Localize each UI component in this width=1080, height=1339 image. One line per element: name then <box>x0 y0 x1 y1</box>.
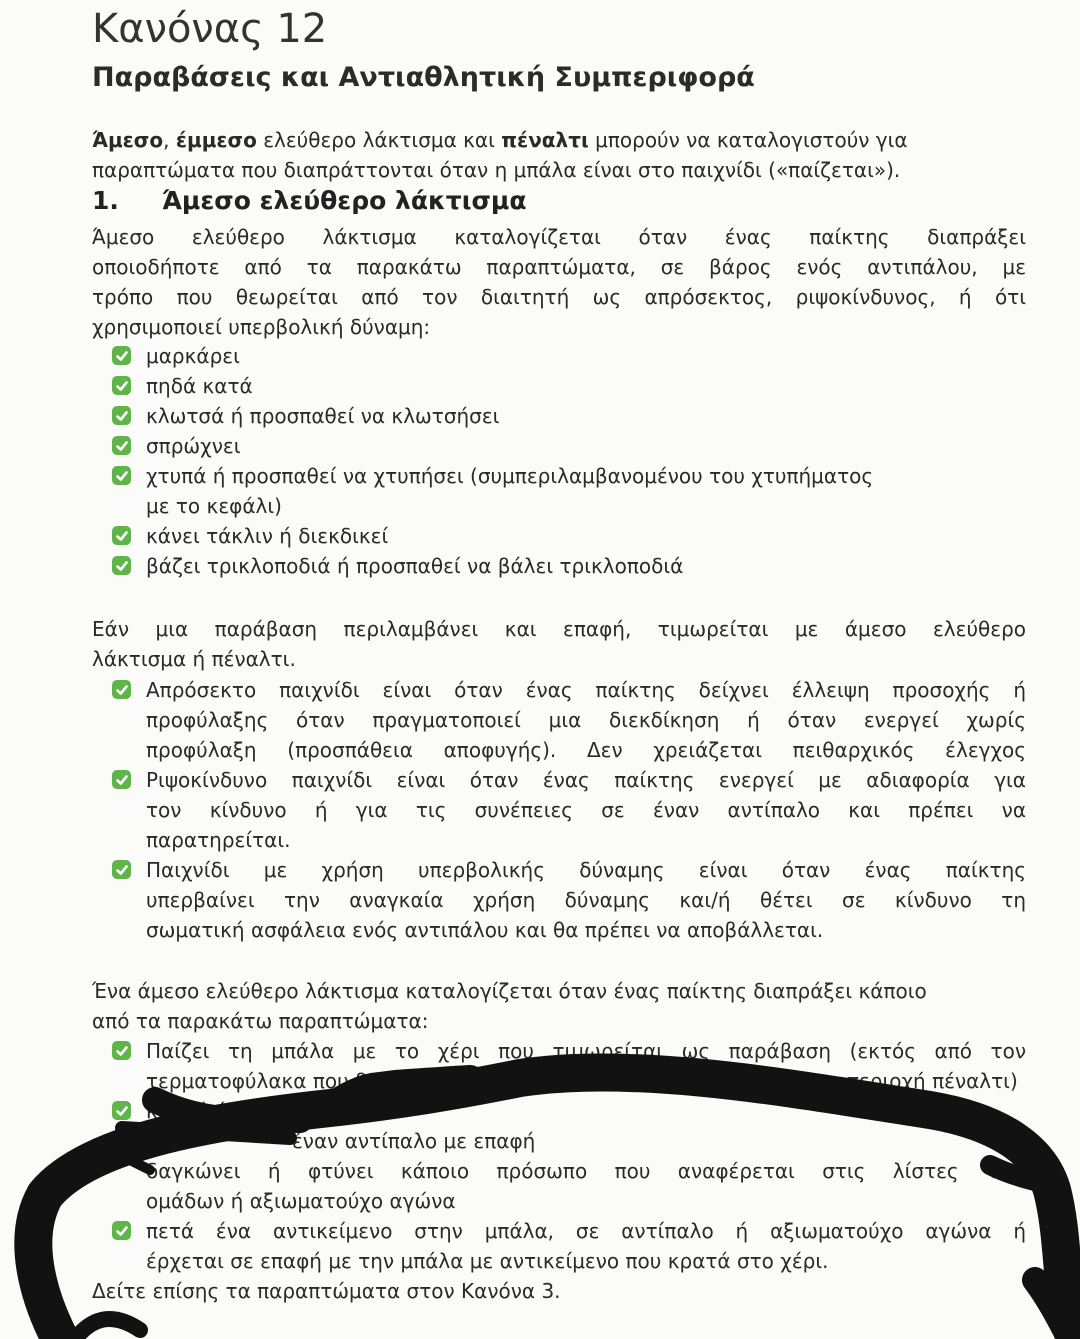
rule-subtitle: Παραβάσεις και Αντιαθλητική Συμπεριφορά <box>92 62 755 93</box>
intro-line-1 <box>92 125 908 155</box>
checkbox-icon <box>112 1041 131 1060</box>
checkbox-icon <box>112 1101 131 1120</box>
also-item: πετά ένα αντικείμενο στην μπάλα, σε αντίπαλο ή αξιωματούχο αγώνα ή <box>146 1219 1026 1243</box>
definition-line: σωματική ασφάλεια ενός αντιπάλου και θα πρέπει να αποβάλλεται. <box>146 918 824 942</box>
checkbox-icon <box>112 680 131 699</box>
intro-bold-penalty: πέναλτι <box>501 128 589 152</box>
intro-bold-direct: Άμεσο <box>92 128 164 152</box>
also-item-continuation: έρχεται σε επαφή με την μπάλα με αντικείμενο που κρατά στο χέρι. <box>146 1249 829 1273</box>
definition-line: Παιχνίδι με χρήση υπερβολικής δύναμης είναι όταν ένας παίκτης <box>146 858 1026 882</box>
section-title: Άμεσο ελεύθερο λάκτισμα <box>162 186 527 215</box>
checkbox-icon <box>112 406 131 425</box>
checkbox-icon <box>112 346 131 365</box>
offence-item: σπρώχνει <box>146 434 241 458</box>
offence-item: κλωτσά ή προσπαθεί να κλωτσήσει <box>146 404 500 428</box>
offence-item: χτυπά ή προσπαθεί να χτυπήσει (συμπεριλαμβανομένου του χτυπήματος <box>146 464 874 488</box>
definition-line: προφύλαξη (προσπάθεια αποφυγής). Δεν χρειάζεται πειθαρχικός έλεγχος <box>146 738 1026 762</box>
paragraph-line: οποιοδήποτε από τα παρακάτω παραπτώματα, σε βάρος ενός αντιπάλου, με <box>92 255 1026 279</box>
intro-line-2: παραπτώματα που διαπράττονται όταν η μπάλα είναι στο παιχνίδι («παίζεται»). <box>92 158 901 182</box>
offence-item: κάνει τάκλιν ή διεκδικεί <box>146 524 389 548</box>
checkbox-icon <box>112 1131 131 1150</box>
checkbox-icon <box>112 526 131 545</box>
definition-line: Απρόσεκτο παιχνίδι είναι όταν ένας παίκτης δείχνει έλλειψη προσοχής ή <box>146 678 1026 702</box>
also-item: έναν αντίπαλο με επαφή <box>292 1129 536 1153</box>
intro-separator: , <box>163 128 176 152</box>
also-item: κρατά έ <box>146 1099 227 1123</box>
checkbox-icon <box>112 436 131 455</box>
offence-item: μαρκάρει <box>146 344 240 368</box>
rule-title: Κανόνας 12 <box>92 6 328 52</box>
definition-line: Ριψοκίνδυνο παιχνίδι είναι όταν ένας παίκτης ενεργεί με αδιαφορία για <box>146 768 1026 792</box>
also-item-continuation: στην δική του περιοχή πέναλτι) <box>700 1069 1018 1093</box>
paragraph-line: τρόπο που θεωρείται από τον διαιτητή ως απρόσεκτος, ριψοκίνδυνος, ή ότι <box>92 285 1026 309</box>
also-item: δαγκώνει ή φτύνει κάποιο πρόσωπο που αναφέρεται στις λίστες των <box>146 1159 1026 1183</box>
checkbox-icon <box>112 556 131 575</box>
definition-line: παρατηρείται. <box>146 828 291 852</box>
also-item-continuation: τερματοφύλακα που βρίσκεται <box>146 1069 455 1093</box>
also-item: Παίζει τη μπάλα με το χέρι που τιμωρείται ως παράβαση (εκτός από τον <box>146 1039 1026 1063</box>
checkbox-icon <box>112 1221 131 1240</box>
contact-line: λάκτισμα ή πέναλτι. <box>92 647 296 671</box>
section-number: 1. <box>92 186 119 215</box>
paragraph-line: Άμεσο ελεύθερο λάκτισμα καταλογίζεται όταν ένας παίκτης διαπράξει <box>92 225 1026 249</box>
checkbox-icon <box>112 376 131 395</box>
also-item-continuation: ομάδων ή αξιωματούχο αγώνα <box>146 1189 456 1213</box>
contact-line: Εάν μια παράβαση περιλαμβάνει και επαφή, τιμωρείται με άμεσο ελεύθερο <box>92 617 1026 641</box>
checkbox-icon <box>112 860 131 879</box>
also-line: Ένα άμεσο ελεύθερο λάκτισμα καταλογίζεται όταν ένας παίκτης διαπράξει κάποιο <box>92 979 927 1003</box>
paragraph-line: χρησιμοποιεί υπερβολική δύναμη: <box>92 315 431 339</box>
see-also-note: Δείτε επίσης τα παραπτώματα στον Κανόνα 3. <box>92 1279 561 1303</box>
checkbox-icon <box>112 770 131 789</box>
intro-bold-indirect: έμμεσο <box>175 128 257 152</box>
also-line: από τα παρακάτω παραπτώματα: <box>92 1009 429 1033</box>
definition-line: υπερβαίνει την αναγκαία χρήση δύναμης και/ή θέτει σε κίνδυνο τη <box>146 888 1026 912</box>
definition-line: τον κίνδυνο ή για τις συνέπειες σε έναν αντίπαλο και πρέπει να <box>146 798 1026 822</box>
intro-text-2: μπορούν να καταλογιστούν για <box>588 128 908 152</box>
intro-text-1: ελεύθερο λάκτισμα και <box>256 128 502 152</box>
checkbox-icon <box>112 466 131 485</box>
definition-line: προφύλαξης όταν πραγματοποιεί μια διεκδίκηση ή όταν ενεργεί χωρίς <box>146 708 1026 732</box>
offence-item: βάζει τρικλοποδιά ή προσπαθεί να βάλει τρικλοποδιά <box>146 554 684 578</box>
offence-item: πηδά κατά <box>146 374 253 398</box>
offence-item-continuation: με το κεφάλι) <box>146 494 282 518</box>
